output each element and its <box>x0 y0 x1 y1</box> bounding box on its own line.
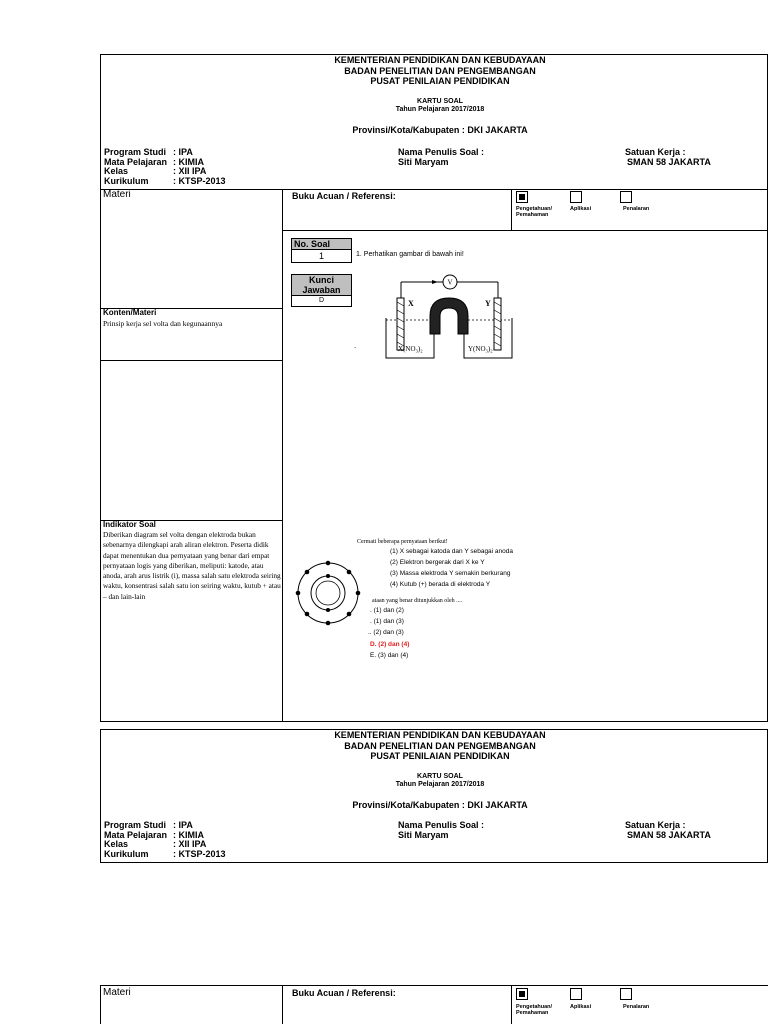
curriculum-value: : KTSP-2013 <box>173 175 226 186</box>
electrode-y-label: Y <box>485 299 491 308</box>
school-year: Tahun Pelajaran 2017/2018 <box>395 106 485 113</box>
kunci-header: Kunci Jawaban <box>291 274 352 296</box>
card-2-info <box>104 821 226 859</box>
program-value: : IPA <box>173 147 193 157</box>
option-c: .. (2) dan (3) <box>368 629 404 636</box>
konten-bottom <box>100 360 282 361</box>
no-soal-header: No. Soal <box>291 238 352 250</box>
buku-label-2: Buku Acuan / Referensi: <box>292 988 396 998</box>
level-pemahaman-checkbox-2[interactable] <box>516 988 528 1000</box>
level-penalaran-label-2: Penalaran <box>623 1004 650 1010</box>
solution-y-label: Y(NO₃)₂ <box>468 345 493 353</box>
card-title: KARTU SOAL <box>417 98 463 105</box>
option-b: . (1) dan (3) <box>370 618 404 625</box>
class-value: : XII IPA <box>173 166 207 176</box>
statements-intro: Cermati beberapa pernyataan berikut! <box>357 539 448 545</box>
agency-title: BADAN PENELITIAN DAN PENGEMBANGAN <box>344 66 536 76</box>
curriculum-value-2: : KTSP-2013 <box>173 848 226 859</box>
atom-diagram <box>294 555 364 630</box>
subject-value-2: : KIMIA <box>173 829 204 840</box>
level-aplikasi-checkbox[interactable] <box>570 191 582 203</box>
levels-divider <box>511 189 512 230</box>
unit-block <box>625 148 711 167</box>
option-e: E. (3) dan (4) <box>370 652 409 659</box>
program-label-2: Program Studi <box>104 820 167 830</box>
stray-dot: . <box>354 341 357 350</box>
level-aplikasi-label-2: Aplikasi <box>570 1004 592 1010</box>
unit-name: SMAN 58 JAKARTA <box>627 156 711 167</box>
statement-3: (3) Massa elektroda Y semakin berkurang <box>390 570 511 577</box>
voltmeter-label: V <box>447 278 453 287</box>
card-1-header <box>100 55 768 135</box>
electrode-x-label: X <box>408 299 414 308</box>
class-label-2: Kelas <box>104 839 129 849</box>
volta-cell-diagram <box>352 272 524 362</box>
card-2-body-top <box>100 985 768 986</box>
statement-1: (1) X sebagai katoda dan Y sebagai anoda <box>390 548 513 555</box>
writer-block <box>398 148 484 167</box>
province-line-2: Provinsi/Kota/Kabupaten : DKI JAKARTA <box>352 800 528 810</box>
agency-title-2: BADAN PENELITIAN DAN PENGEMBANGAN <box>344 741 536 751</box>
electrode-x <box>397 298 404 350</box>
school-year-2: Tahun Pelajaran 2017/2018 <box>395 781 485 788</box>
kunci-value: D <box>291 295 352 307</box>
level-penalaran-label: Penalaran <box>623 206 650 212</box>
level-aplikasi-label: Aplikasi <box>570 206 592 212</box>
writer-label: Nama Penulis Soal : <box>398 147 485 157</box>
card-2-levels-divider <box>511 985 512 1024</box>
no-soal-value: 1 <box>291 249 352 263</box>
program-value-2: : IPA <box>173 820 193 830</box>
level-pemahaman-checkbox[interactable] <box>516 191 528 203</box>
writer-label-2: Nama Penulis Soal : <box>398 820 485 830</box>
statement-4: (4) Kutub (+) berada di elektroda Y <box>390 581 491 588</box>
curriculum-label: Kurikulum <box>104 175 149 186</box>
buku-bottom <box>282 230 768 231</box>
writer-block-2 <box>398 821 484 840</box>
card-title-2: KARTU SOAL <box>417 773 463 780</box>
card-2-left-edge <box>100 985 101 1024</box>
electron-arrow-icon <box>432 280 438 284</box>
level-aplikasi-checkbox-2[interactable] <box>570 988 582 1000</box>
subject-label-2: Mata Pelajaran <box>104 829 168 840</box>
subject-value: : KIMIA <box>173 156 204 167</box>
subject-label: Mata Pelajaran <box>104 156 168 167</box>
card-2-col-divider <box>282 985 283 1024</box>
curriculum-label-2: Kurikulum <box>104 848 149 859</box>
electrode-y <box>494 298 501 350</box>
unit-block-2 <box>625 821 711 840</box>
program-label: Program Studi <box>104 147 167 157</box>
class-value-2: : XII IPA <box>173 839 207 849</box>
statements-question: ataan yang benar ditunjukkan oleh .... <box>372 598 463 604</box>
option-a: . (1) dan (2) <box>370 607 404 614</box>
solution-x-label: X(NO₃)₂ <box>398 345 423 353</box>
question-text: 1. Perhatikan gambar di bawah ini! <box>356 251 464 258</box>
materi-label-2: Materi <box>103 987 131 998</box>
card-2-header <box>100 730 768 810</box>
level-penalaran-checkbox[interactable] <box>620 191 632 203</box>
level-penalaran-checkbox-2[interactable] <box>620 988 632 1000</box>
ministry-title: KEMENTERIAN PENDIDIKAN DAN KEBUDAYAAN <box>334 55 546 65</box>
statement-2: (2) Elektron bergerak dari X ke Y <box>390 559 485 566</box>
level-pemahaman-label: Pengetahuan/ Pemahaman <box>516 206 553 218</box>
unit-label-2: Satuan Kerja : <box>625 820 686 830</box>
ministry-title-2: KEMENTERIAN PENDIDIKAN DAN KEBUDAYAAN <box>334 730 546 740</box>
unit-label: Satuan Kerja : <box>625 147 686 157</box>
level-pemahaman-label-2: Pengetahuan/ Pemahaman <box>516 1004 553 1016</box>
writer-name: Siti Maryam <box>398 156 449 167</box>
center-title: PUSAT PENILAIAN PENDIDIKAN <box>370 76 510 86</box>
konten-label: Konten/Materi <box>103 308 157 317</box>
buku-label: Buku Acuan / Referensi: <box>292 191 396 201</box>
konten-value: Prinsip kerja sel volta dan kegunaannya <box>103 319 223 328</box>
card-1-divider <box>100 189 768 190</box>
materi-label: Materi <box>103 189 131 200</box>
indikator-value: Diberikan diagram sel volta dengan elektroda bukan sebenarnya dilengkapi arah aliran elektron. Peserta didik dapat menentukan dua pernyataan yang benar dari empat pernyataan logis yang diberikan, meliputi: katode, atau anoda, arah arus listrik (i), massa salah satu elektroda seiring waktu, konsentrasi salah satu ion seiring waktu, kutub + atau – dan lain-lain <box>103 530 281 601</box>
salt-bridge <box>430 298 468 334</box>
province-line: Provinsi/Kota/Kabupaten : DKI JAKARTA <box>352 125 528 135</box>
card-1-info <box>104 148 226 186</box>
indikator-label: Indikator Soal <box>103 520 156 529</box>
writer-name-2: Siti Maryam <box>398 829 449 840</box>
class-label: Kelas <box>104 166 129 176</box>
unit-name-2: SMAN 58 JAKARTA <box>627 829 711 840</box>
option-d-correct: D. (2) dan (4) <box>370 641 410 648</box>
center-title-2: PUSAT PENILAIAN PENDIDIKAN <box>370 751 510 761</box>
